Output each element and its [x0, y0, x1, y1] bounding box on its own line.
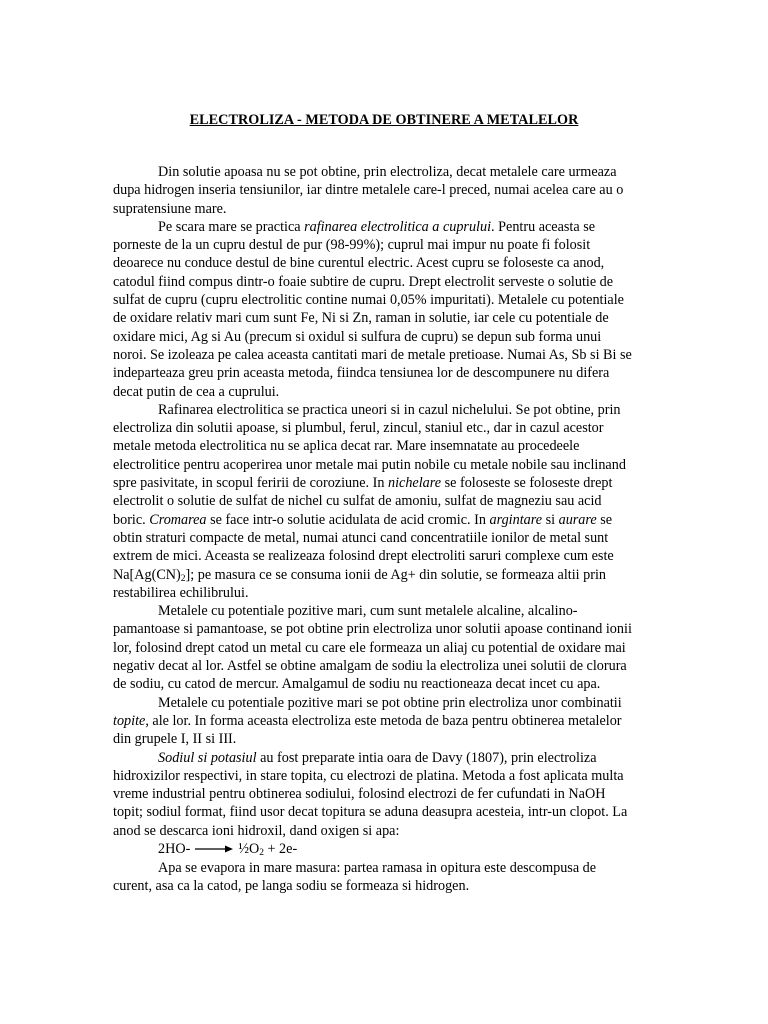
paragraph-3: [113, 401, 633, 602]
paragraph-2-text-c: . Pentru aceasta se porneste de la un cupru destul de pur (98-99%); cuprul mai impur nu poate fi folosit deoarece nu conduce destul de bine curentul electric. Acest cupru se foloseste ca anod, catodul fiind compus dintr-o foaie subtire de cupru. Drept electrolit serveste o solutie de sulfat de cupru (cupru electrolitic contine numai 0,05% impuritati). Metalele cu potentiale de oxidare relativ mari cum sunt Fe, Ni si Zn, raman in solutie, iar cele cu potentiale de oxidare mici, Ag si Au (precum si oxidul si sulfura de cupru) se depun sub forma unui noroi. Se izoleaza pe calea aceasta cantitati mari de metale pretioase. Numai As, Sb si Bi se indeparteaza greu prin aceasta metoda, fiindca tensiunea lor de descompunere nu difera decat putin de cea a cuprului.: [113, 218, 632, 400]
paragraph-3-text-j: ]; pe masura ce se consuma ionii de Ag+ din solutie, se formeaza altii prin restabilirea echilibrului.: [113, 566, 607, 601]
paragraph-3-italic-argintare: argintare: [489, 511, 543, 528]
paragraph-2-text-a: Pe scara mare se practica: [158, 218, 305, 235]
equation-left: 2HO-: [158, 840, 191, 857]
paragraph-6-text-b: au fost preparate intia oara de Davy (1807), prin electroliza hidroxizilor respectivi, in stare topita, cu electrozi de platina. Metoda a fost aplicata multa vreme industrial pentru obtinerea sodiului, folosind electrozi de fer cufundati in NaOH topit; sodiul format, fiind usor decat topitura se aduna deasupra acesteia, intr-un clopot. La anod se descarca ioni hidroxil, dand oxigen si apa:: [113, 749, 628, 839]
paragraph-5-text-c: , ale lor. In forma aceasta electroliza este metoda de baza pentru obtinerea metalelor din grupele I, II si III.: [113, 712, 622, 748]
paragraph-3-text-e: se face intr-o solutie acidulata de acid cromic. In: [206, 511, 490, 528]
paragraph-5: [113, 694, 633, 749]
paragraph-3-italic-nichelare: nichelare: [388, 475, 442, 492]
paragraph-1: Din solutie apoasa nu se pot obtine, prin electroliza, decat metalele care urmeaza dupa hidrogen inseria tensiunilor, iar dintre metalele care-l preced, numai acelea care au o supratensiune mare.: [113, 164, 624, 217]
equation-right-a: ½O: [238, 840, 260, 857]
paragraph-3-text-g: si: [542, 511, 559, 528]
paragraph-3-text-c: se foloseste se foloseste drept electrolit o solutie de sulfat de nichel cu sulfat de amoniu, sulfat de magneziu sau acid boric.: [113, 475, 613, 528]
equation-right-b: + 2e-: [263, 840, 298, 857]
paragraph-5-text-a: Metalele cu potentiale pozitive mari se pot obtine prin electroliza unor combinatii: [158, 694, 622, 711]
document-body: [113, 163, 633, 895]
paragraph-3-italic-cromarea: Cromarea: [149, 511, 207, 528]
paragraph-4: Metalele cu potentiale pozitive mari, cum sunt metalele alcaline, alcalino-pamantoase si pamantoase, se pot obtine prin electroliza unor solutii apoase continand ionii lor, folosind drept catod un metal cu care ele formeaza un aliaj cu potential de oxidare mai negativ decat al lor. Astfel se obtine amalgam de sodiu la electroliza unei solutii de clorura de sodiu, cu catod de mercur. Amalgamul de sodiu nu reactioneaza decat incet cu apa.: [113, 603, 632, 693]
paragraph-2-italic: rafinarea electrolitica a cuprului: [304, 218, 492, 235]
paragraph-6-italic: Sodiul si potasiul: [158, 749, 257, 766]
document-title: ELECTROLIZA - METODA DE OBTINERE A METALELOR: [189, 112, 579, 128]
paragraph-3-text-a: Rafinarea electrolitica se practica uneori si in cazul nichelului. Se pot obtine, prin electroliza din solutii apoase, si plumbul, ferul, zincul, staniul etc., dar in cazul acestor metale metoda electrolitica nu se aplica decat rar. Mare insemnatate au procedeele electrolitice pentru acoperirea unor metale mai putin nobile cu metale nobile sau inclinand spre pasivitate, in scopul feririi de coroziune. In: [113, 401, 626, 492]
paragraph-6: [113, 749, 633, 840]
paragraph-2: [113, 218, 633, 401]
paragraph-3-text-i: se obtin straturi compacte de metal, numai atunci cand concentratiile ionilor de metal sunt extrem de mici. Aceasta se realizeaza folosind drept electroliti saruri complexe cum este Na[Ag(CN): [113, 511, 614, 583]
chemical-equation: [113, 840, 633, 859]
paragraph-5-italic: topite: [113, 712, 146, 729]
paragraph-3-subscript: 2: [180, 573, 186, 584]
paragraph-7: Apa se evapora in mare masura: partea ramasa in opitura este descompusa de curent, asa ca la catod, pe langa sodiu se formeaza si hidrogen.: [113, 859, 597, 895]
paragraph-3-italic-aurare: aurare: [558, 511, 597, 528]
equation-subscript: 2: [259, 847, 264, 858]
reaction-arrow-icon: [194, 841, 234, 859]
